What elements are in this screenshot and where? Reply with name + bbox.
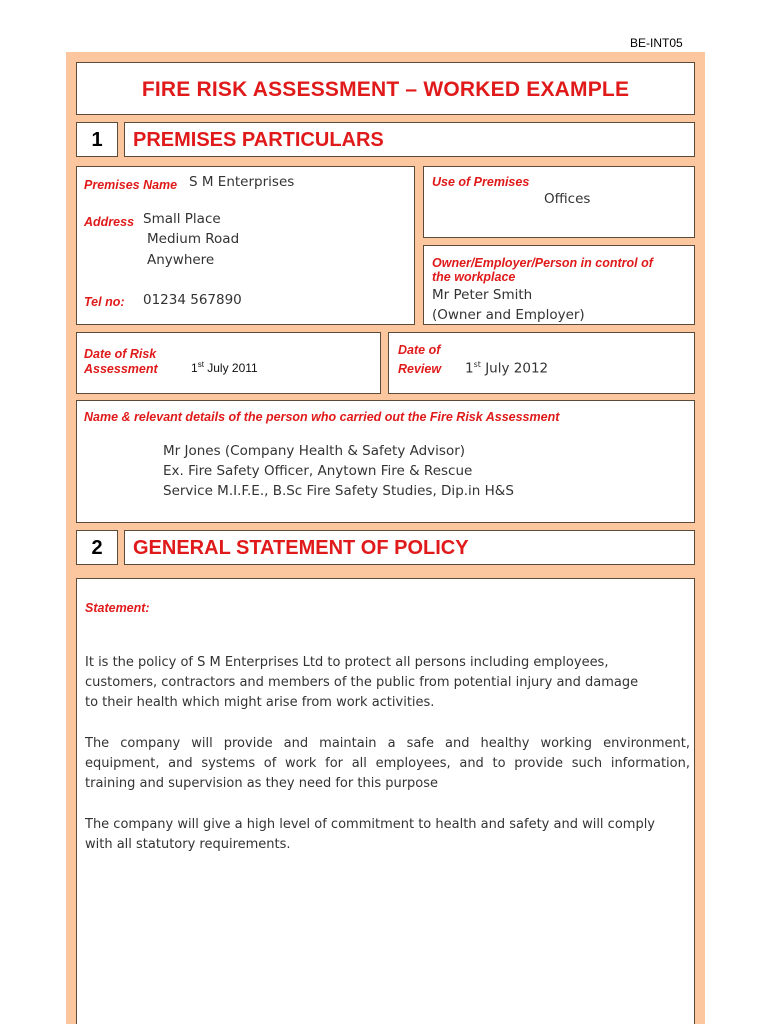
use-of-premises-box xyxy=(423,166,695,238)
policy-line: customers, contractors and members of the public from potential injury and damage xyxy=(85,675,639,690)
owner-name: Mr Peter Smith xyxy=(432,287,533,303)
policy-line: The company will provide and maintain a safe and healthy working environment, xyxy=(85,736,690,751)
review-date-day: 1 xyxy=(465,360,474,377)
owner-label: the workplace xyxy=(432,270,516,284)
tel-label: Tel no: xyxy=(84,295,125,309)
policy-line: It is the policy of S M Enterprises Ltd to protect all persons including employees, xyxy=(85,655,609,670)
risk-date-value xyxy=(191,358,258,375)
section-1-title-box xyxy=(124,122,695,157)
section-1-number-box xyxy=(76,122,118,157)
owner-box xyxy=(423,245,695,325)
risk-date-label: Assessment xyxy=(84,362,158,376)
section-2-number-box xyxy=(76,530,118,565)
policy-paragraph-3 xyxy=(85,815,690,855)
premises-name-value: S M Enterprises xyxy=(189,174,295,190)
title-box xyxy=(76,62,695,115)
assessor-line: Ex. Fire Safety Officer, Anytown Fire & Rescue xyxy=(163,463,473,479)
address-line: Anywhere xyxy=(147,252,215,268)
form-frame xyxy=(66,52,705,1024)
risk-date-label: Date of Risk xyxy=(84,347,157,361)
premises-details-box xyxy=(76,166,415,325)
section-1-number: 1 xyxy=(91,129,103,151)
policy-statement-box xyxy=(76,578,695,1024)
tel-value: 01234 567890 xyxy=(143,292,242,308)
policy-line: with all statutory requirements. xyxy=(85,837,291,852)
assessor-line: Mr Jones (Company Health & Safety Advisor) xyxy=(163,443,466,459)
policy-line: The company will give a high level of commitment to health and safety and will comply xyxy=(85,817,656,832)
risk-date-suffix: st xyxy=(197,360,204,369)
premises-name-label: Premises Name xyxy=(84,178,178,192)
review-date-rest: July 2012 xyxy=(480,360,549,377)
use-of-premises-label: Use of Premises xyxy=(432,175,530,189)
address-label: Address xyxy=(84,215,135,229)
policy-paragraph-2 xyxy=(85,734,690,794)
section-1-title: PREMISES PARTICULARS xyxy=(133,129,384,151)
use-of-premises-value: Offices xyxy=(544,191,591,207)
policy-paragraph-1 xyxy=(85,653,690,713)
owner-label: Owner/Employer/Person in control of xyxy=(432,256,653,270)
review-date-suffix: st xyxy=(473,360,481,369)
policy-line: equipment, and systems of work for all employees, and to provide such information, xyxy=(85,756,690,771)
owner-role: (Owner and Employer) xyxy=(432,307,585,323)
section-2-title-box xyxy=(124,530,695,565)
risk-date-rest: July 2011 xyxy=(203,361,258,375)
review-date-label: Review xyxy=(398,362,442,376)
section-2-title: GENERAL STATEMENT OF POLICY xyxy=(133,537,469,559)
address-line: Medium Road xyxy=(147,231,240,247)
assessor-label: Name & relevant details of the person who carried out the Fire Risk Assessment xyxy=(84,410,560,424)
review-date-value xyxy=(465,355,548,379)
section-2-number: 2 xyxy=(91,537,103,559)
risk-assessment-date-box xyxy=(76,332,381,394)
assessor-box xyxy=(76,400,695,523)
address-line: Small Place xyxy=(143,211,221,227)
policy-line: to their health which might arise from work activities. xyxy=(85,695,435,710)
document-code: BE-INT05 xyxy=(630,36,683,50)
policy-line: training and supervision as they need for this purpose xyxy=(85,776,439,791)
review-date-box xyxy=(388,332,695,394)
risk-date-day: 1 xyxy=(191,361,198,375)
assessor-line: Service M.I.F.E., B.Sc Fire Safety Studies, Dip.in H&S xyxy=(163,483,514,499)
page-title: FIRE RISK ASSESSMENT – WORKED EXAMPLE xyxy=(141,78,630,101)
review-date-label: Date of xyxy=(398,343,441,357)
statement-label: Statement: xyxy=(85,601,150,615)
